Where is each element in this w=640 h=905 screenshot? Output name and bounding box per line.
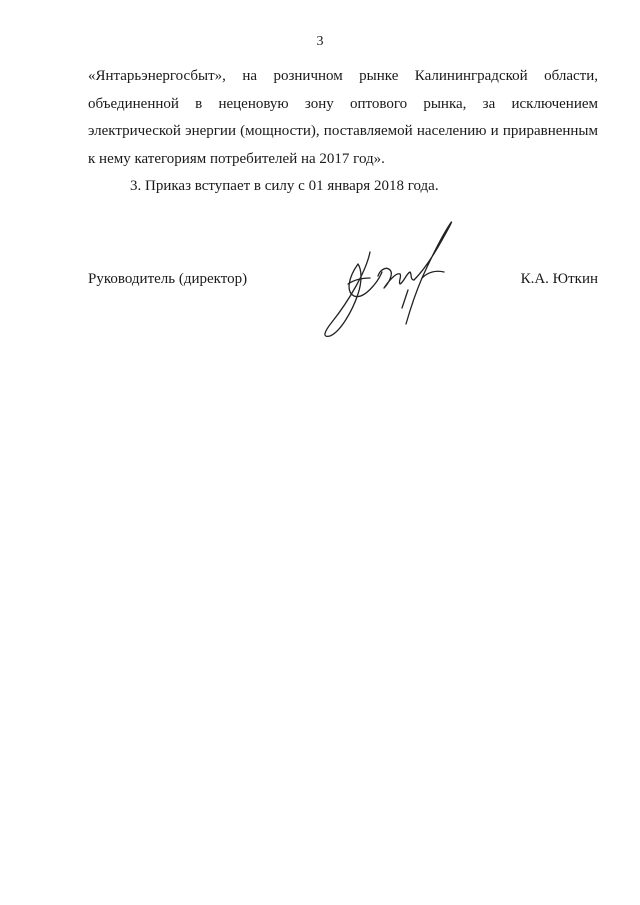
document-body <box>88 63 598 201</box>
page-number: 3 <box>316 34 324 49</box>
paragraph-item-3: 3. Приказ вступает в силу с 01 января 2018 года. <box>130 178 439 194</box>
handwritten-signature <box>318 212 468 342</box>
paragraph-continuation: «Янтарьэнергосбыт», на розничном рынке Калининградской области, объединенной в неценовую зону оптового рынка, за исключением электрической энергии (мощности), поставляемой населению и приравненным к нему категориям потребителей на 2017 год». <box>88 68 598 167</box>
signer-name: К.А. Юткин <box>520 271 598 287</box>
signer-title: Руководитель (директор) <box>88 271 248 287</box>
